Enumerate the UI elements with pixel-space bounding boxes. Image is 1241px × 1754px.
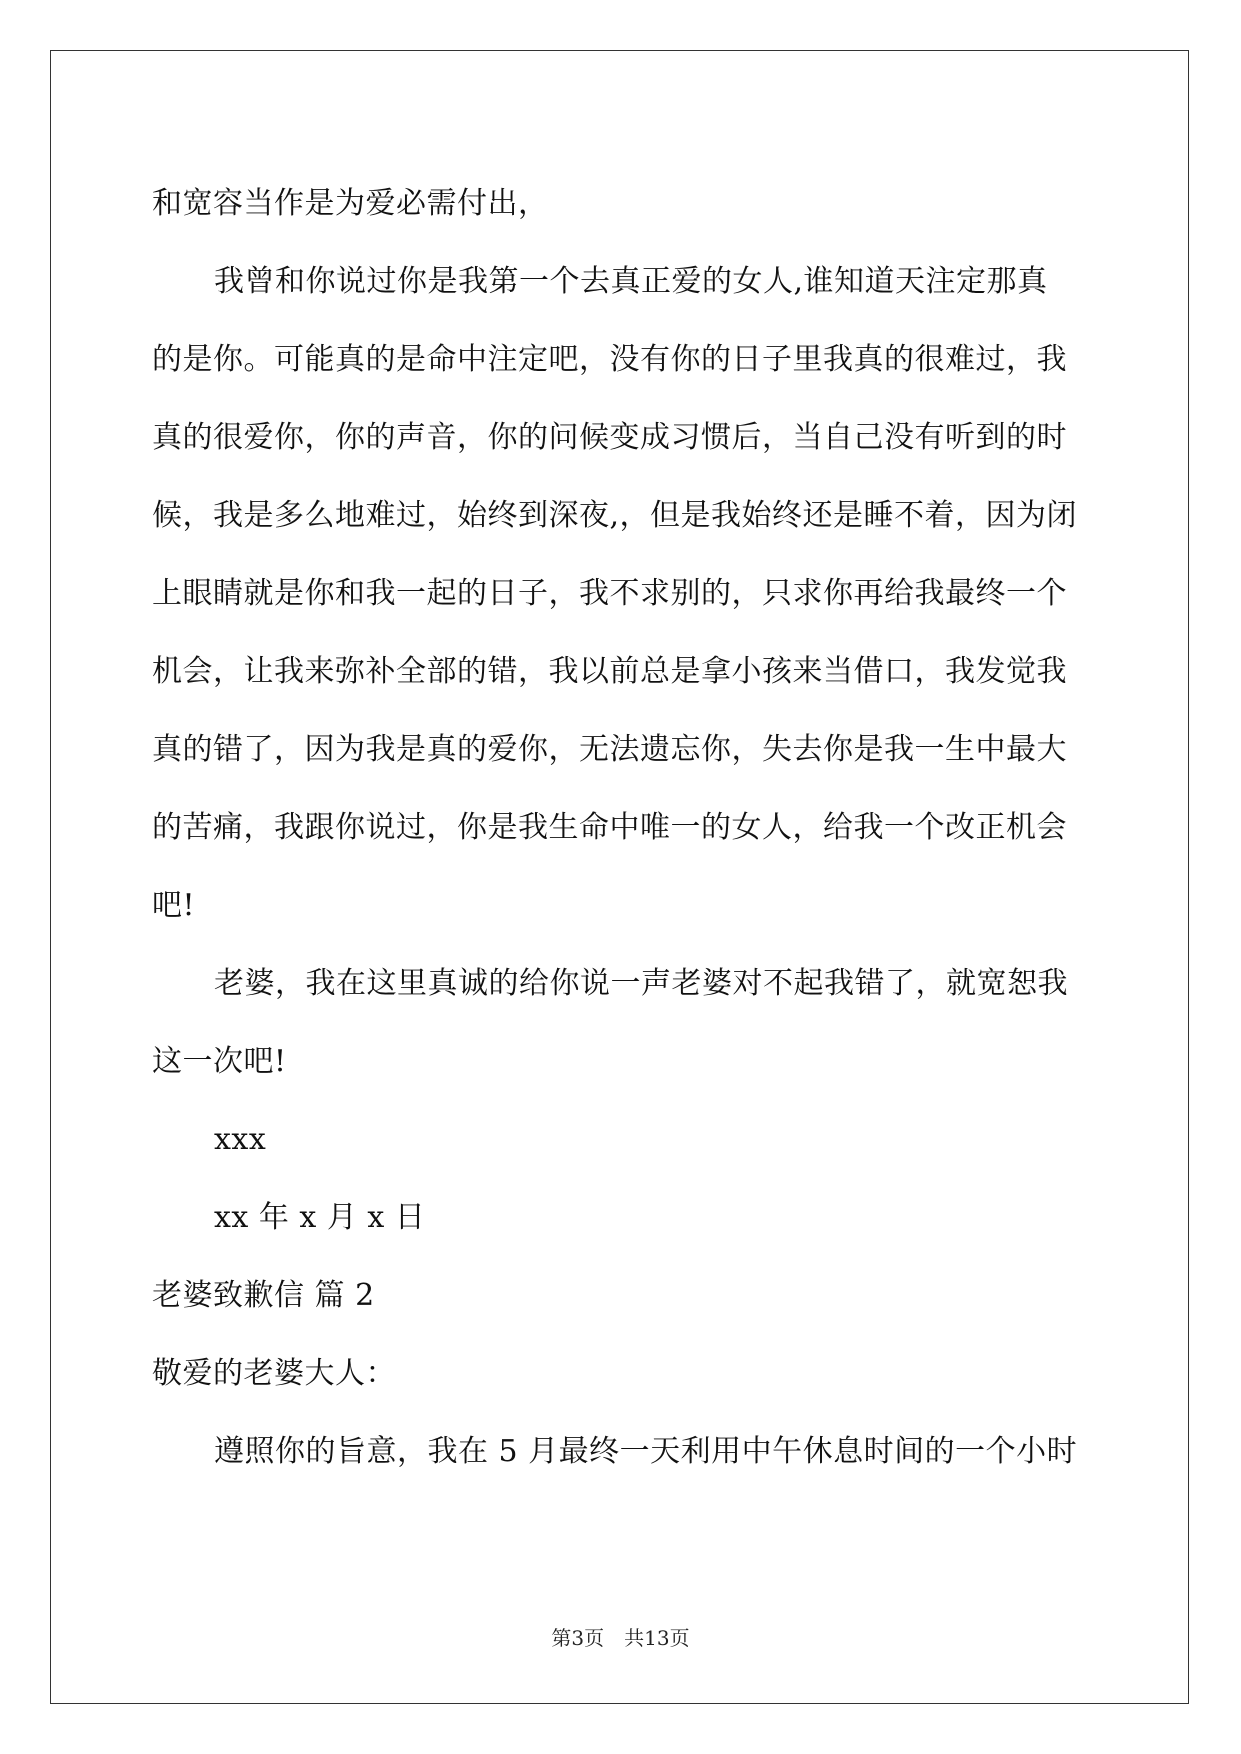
- text-line: 这一次吧!: [152, 1044, 287, 1079]
- text-line: 的苦痛，我跟你说过，你是我生命中唯一的女人，给我一个改正机会: [152, 810, 1067, 845]
- text-line: 真的很爱你，你的声音，你的问候变成习惯后，当自己没有听到的时: [152, 420, 1067, 455]
- text-line: 吧!: [152, 888, 196, 923]
- text-line: 老婆，我在这里真诚的给你说一声老婆对不起我错了，就宽恕我: [214, 966, 1068, 1001]
- salutation: 敬爱的老婆大人：: [152, 1356, 396, 1391]
- text-line: 的是你。可能真的是命中注定吧，没有你的日子里我真的很难过，我: [152, 342, 1067, 377]
- text-line: 上眼睛就是你和我一起的日子，我不求别的，只求你再给我最终一个: [152, 576, 1067, 611]
- text-line: 真的错了，因为我是真的爱你，无法遗忘你，失去你是我一生中最大: [152, 732, 1067, 767]
- text-line: 遵照你的旨意，我在 5 月最终一天利用中午休息时间的一个小时: [214, 1434, 1078, 1469]
- section-heading: 老婆致歉信 篇 2: [152, 1278, 375, 1313]
- text-line: 机会，让我来弥补全部的错，我以前总是拿小孩来当借口，我发觉我: [152, 654, 1067, 689]
- document-body: [152, 165, 1092, 1491]
- signature-name: xxx: [214, 1122, 267, 1157]
- signature-date: xx 年 x 月 x 日: [214, 1200, 426, 1235]
- text-line: 和宽容当作是为爱必需付出，: [152, 186, 549, 221]
- text-line: 我曾和你说过你是我第一个去真正爱的女人,谁知道天注定那真: [214, 264, 1048, 299]
- text-line: 候，我是多么地难过，始终到深夜,，但是我始终还是睡不着，因为闭: [152, 498, 1078, 533]
- page-number-footer: 第3页 共13页: [551, 1626, 690, 1650]
